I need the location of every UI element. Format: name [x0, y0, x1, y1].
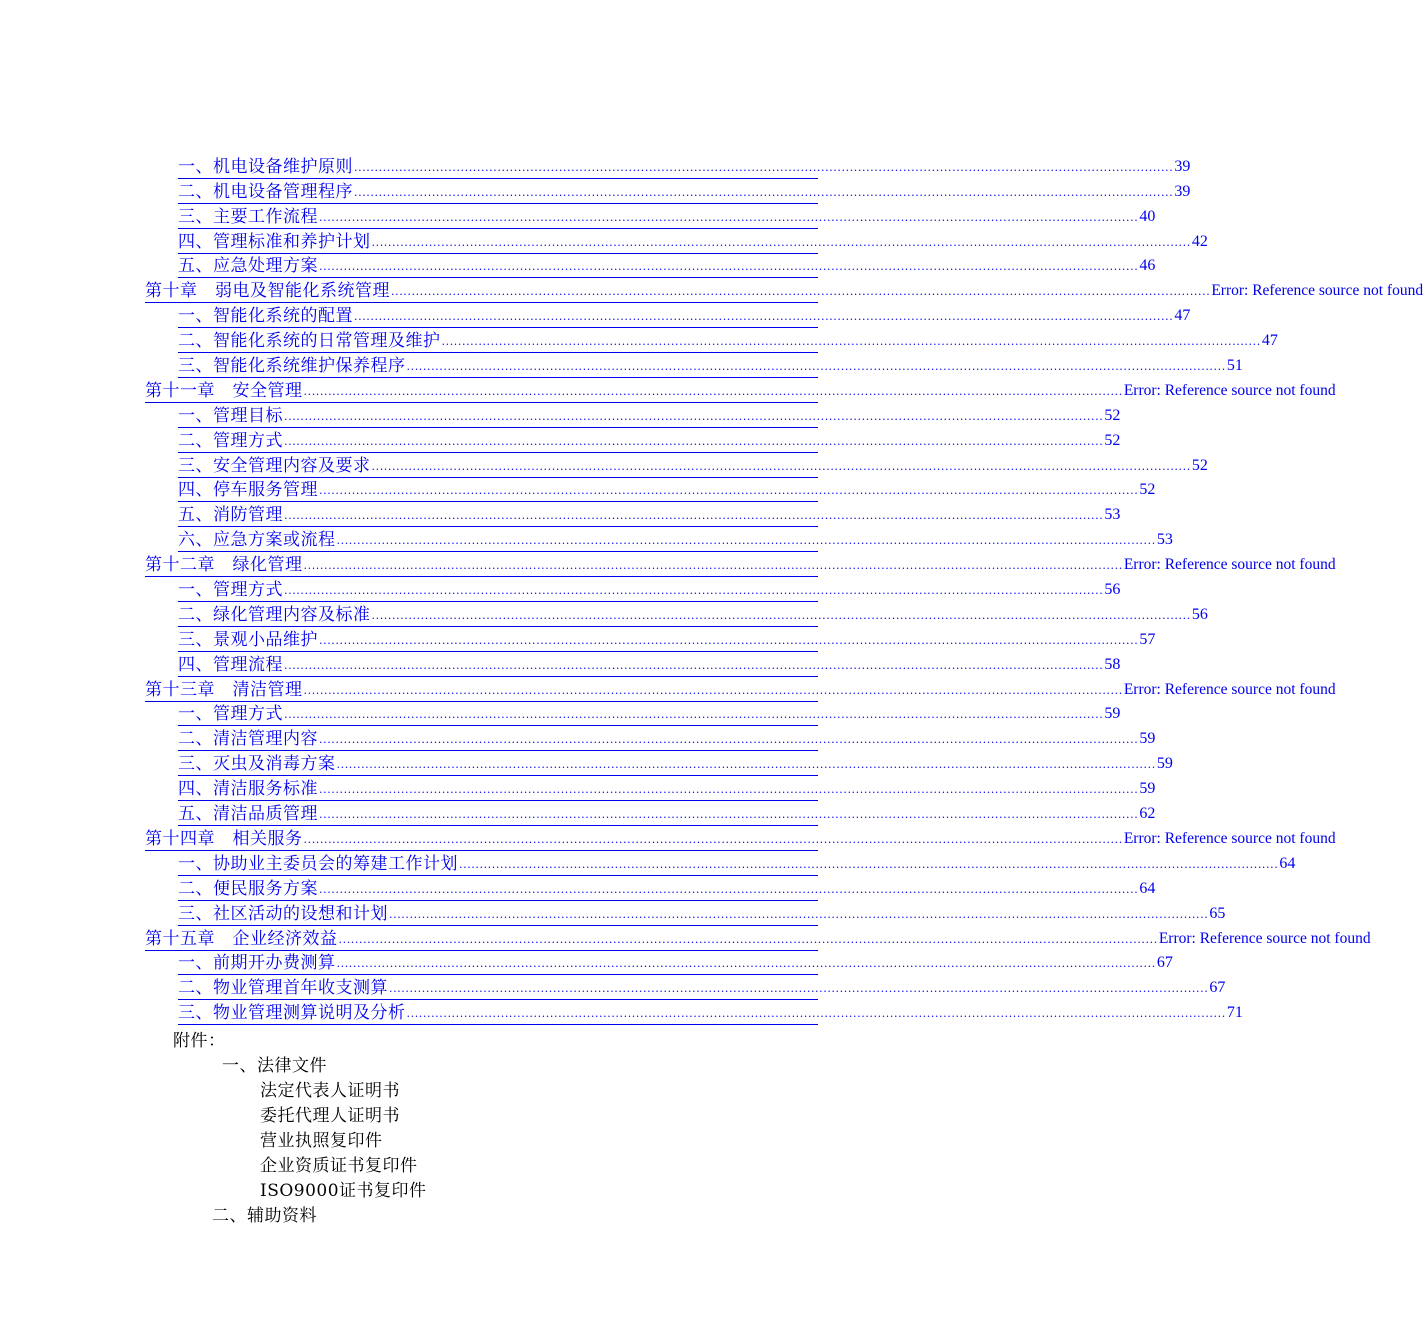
toc-entry: [178, 181, 1191, 204]
toc-chapter-link[interactable]: [0, 926, 1371, 951]
toc-entry: [178, 430, 1121, 453]
toc-dot-leader: ........................................................................................................................................................................................................: [319, 260, 1139, 274]
toc-entry-title: 三、社区活动的设想和计划: [178, 903, 388, 924]
toc-section-link[interactable]: [0, 851, 1296, 876]
toc-section-link[interactable]: [0, 602, 1208, 627]
toc-page-number: 59: [1104, 705, 1121, 723]
toc-page-number: Error: Reference source not found: [1123, 556, 1336, 574]
toc-entry-title: 五、应急处理方案: [178, 256, 318, 277]
toc-page-number: 52: [1104, 406, 1121, 424]
toc-entry-title: 第十四章 相关服务: [145, 828, 303, 849]
toc-entry: [178, 853, 1296, 876]
toc-entry: [145, 380, 1336, 403]
toc-entry: [178, 704, 1121, 726]
toc-page-number: 42: [1191, 232, 1208, 250]
toc-dot-leader: ........................................................................................................................................................................................................: [319, 808, 1139, 822]
toc-entry-title: 五、清洁品质管理: [178, 804, 318, 825]
attachment-item: 营业执照复印件: [260, 1131, 383, 1151]
toc-page-number: 39: [1174, 182, 1191, 200]
toc-entry: [178, 978, 1226, 1000]
toc-chapter-link[interactable]: [0, 378, 1336, 403]
toc-entry-title: 一、管理目标: [178, 405, 283, 426]
attachment-item: 企业资质证书复印件: [260, 1156, 418, 1176]
toc-entry: [178, 356, 1243, 378]
toc-entry: [145, 828, 1336, 851]
toc-page-number: 71: [1226, 1004, 1243, 1022]
toc-entry: [178, 405, 1121, 428]
toc-entry: [178, 878, 1156, 901]
toc-entry-title: 一、机电设备维护原则: [178, 156, 353, 177]
toc-section-link[interactable]: [0, 204, 1156, 229]
toc-dot-leader: ........................................................................................................................................................................................................: [284, 658, 1104, 672]
toc-entry-title: 第十章 弱电及智能化系统管理: [145, 281, 390, 302]
toc-page-number: 52: [1139, 481, 1156, 499]
toc-dot-leader: ........................................................................................................................................................................................................: [303, 559, 1123, 573]
toc-entry: [145, 679, 1336, 702]
toc-dot-leader: ........................................................................................................................................................................................................: [284, 409, 1104, 423]
attachment-group-legal-title: 一、法律文件: [222, 1056, 327, 1076]
toc-entry: [178, 256, 1156, 278]
toc-entry: [178, 804, 1156, 826]
toc-dot-leader: ........................................................................................................................................................................................................: [319, 783, 1139, 797]
toc-entry-title: 第十二章 绿化管理: [145, 555, 303, 576]
toc-entry: [145, 281, 1423, 303]
toc-entry-title: 二、管理方式: [178, 430, 283, 451]
attachment-group-aux-title: 二、辅助资料: [212, 1206, 317, 1226]
toc-entry: [178, 604, 1208, 627]
toc-section-link[interactable]: [0, 951, 1173, 976]
toc-entry-title: 六、应急方案或流程: [178, 530, 336, 551]
toc-dot-leader: ........................................................................................................................................................................................................: [336, 957, 1156, 971]
toc-section-link[interactable]: [0, 403, 1121, 428]
toc-dot-leader: ........................................................................................................................................................................................................: [459, 857, 1279, 871]
toc-entry: [178, 903, 1226, 926]
toc-entry-title: 四、管理标准和养护计划: [178, 231, 371, 252]
toc-entry: [178, 480, 1156, 502]
toc-section-link[interactable]: [0, 527, 1173, 552]
toc-dot-leader: ........................................................................................................................................................................................................: [284, 434, 1104, 448]
toc-page-number: 53: [1156, 531, 1173, 549]
toc-page-number: 52: [1191, 456, 1208, 474]
toc-dot-leader: ........................................................................................................................................................................................................: [389, 907, 1209, 921]
toc-entry-title: 二、绿化管理内容及标准: [178, 604, 371, 625]
toc-entry-title: 一、前期开办费测算: [178, 953, 336, 974]
toc-page-number: 67: [1209, 979, 1226, 997]
toc-entry-title: 五、消防管理: [178, 505, 283, 526]
toc-section-link[interactable]: [0, 876, 1156, 901]
toc-page-number: Error: Reference source not found: [1123, 829, 1336, 847]
toc-entry-title: 一、协助业主委员会的筹建工作计划: [178, 853, 458, 874]
toc-entry: [178, 953, 1173, 975]
toc-chapter-link[interactable]: [0, 677, 1336, 702]
toc-entry-title: 三、智能化系统维护保养程序: [178, 356, 406, 377]
toc-section-link[interactable]: [0, 975, 1226, 1000]
toc-section-link[interactable]: [0, 702, 1121, 727]
toc-page-number: 39: [1174, 157, 1191, 175]
toc-dot-leader: ........................................................................................................................................................................................................: [319, 484, 1139, 498]
toc-chapter-link[interactable]: [0, 278, 1423, 303]
toc-entry: [178, 1003, 1243, 1025]
toc-section-link[interactable]: [0, 502, 1121, 527]
toc-entry-title: 四、停车服务管理: [178, 480, 318, 501]
toc-dot-leader: ........................................................................................................................................................................................................: [371, 608, 1191, 622]
toc-dot-leader: ........................................................................................................................................................................................................: [391, 285, 1211, 299]
toc-page-number: 59: [1139, 730, 1156, 748]
toc-page-number: 51: [1226, 357, 1243, 375]
toc-entry: [178, 754, 1173, 776]
toc-entry-title: 三、安全管理内容及要求: [178, 455, 371, 476]
toc-page-number: 67: [1156, 954, 1173, 972]
toc-entry: [178, 729, 1156, 751]
toc-section-link[interactable]: [0, 652, 1121, 677]
toc-dot-leader: ........................................................................................................................................................................................................: [303, 683, 1123, 697]
toc-page-number: Error: Reference source not found: [1158, 929, 1371, 947]
toc-entry-title: 二、智能化系统的日常管理及维护: [178, 331, 441, 352]
toc-entry: [178, 156, 1191, 179]
attachment-item: ISO9000证书复印件: [260, 1181, 427, 1201]
table-of-contents: [0, 154, 1423, 1025]
toc-entry: [145, 928, 1371, 951]
toc-entry-title: 第十三章 清洁管理: [145, 679, 303, 700]
toc-dot-leader: ........................................................................................................................................................................................................: [371, 459, 1191, 473]
toc-page-number: 59: [1139, 780, 1156, 798]
toc-page-number: 47: [1174, 307, 1191, 325]
toc-entry: [178, 629, 1156, 652]
toc-page-number: 53: [1104, 506, 1121, 524]
toc-section-link[interactable]: [0, 1000, 1243, 1025]
toc-entry-title: 三、物业管理测算说明及分析: [178, 1003, 406, 1024]
toc-section-link[interactable]: [0, 154, 1191, 179]
toc-page-number: 40: [1139, 207, 1156, 225]
toc-page-number: 57: [1139, 630, 1156, 648]
toc-section-link[interactable]: [0, 776, 1156, 801]
toc-page-number: 52: [1104, 431, 1121, 449]
toc-page-number: 56: [1104, 581, 1121, 599]
toc-dot-leader: ........................................................................................................................................................................................................: [303, 384, 1123, 398]
toc-page-number: 46: [1139, 257, 1156, 275]
toc-dot-leader: ........................................................................................................................................................................................................: [319, 633, 1139, 647]
toc-entry-title: 一、管理方式: [178, 580, 283, 601]
toc-page-number: Error: Reference source not found: [1123, 381, 1336, 399]
toc-entry-title: 第十五章 企业经济效益: [145, 928, 338, 949]
toc-section-link[interactable]: [0, 801, 1156, 826]
toc-dot-leader: ........................................................................................................................................................................................................: [389, 982, 1209, 996]
toc-entry: [178, 530, 1173, 552]
toc-entry-title: 三、主要工作流程: [178, 206, 318, 227]
toc-dot-leader: ........................................................................................................................................................................................................: [336, 534, 1156, 548]
toc-dot-leader: ........................................................................................................................................................................................................: [354, 160, 1174, 174]
toc-dot-leader: ........................................................................................................................................................................................................: [336, 758, 1156, 772]
toc-entry: [178, 779, 1156, 801]
toc-section-link[interactable]: [0, 428, 1121, 453]
toc-entry-title: 二、物业管理首年收支测算: [178, 978, 388, 999]
toc-dot-leader: ........................................................................................................................................................................................................: [406, 1007, 1226, 1021]
toc-section-link[interactable]: [0, 751, 1173, 776]
toc-page-number: Error: Reference source not found: [1211, 282, 1423, 300]
toc-page-number: 58: [1104, 655, 1121, 673]
toc-dot-leader: ........................................................................................................................................................................................................: [284, 708, 1104, 722]
toc-entry: [178, 206, 1156, 229]
toc-page-number: 64: [1139, 879, 1156, 897]
toc-entry: [178, 306, 1191, 328]
toc-entry-title: 三、景观小品维护: [178, 629, 318, 650]
toc-page-number: 47: [1261, 332, 1278, 350]
toc-page-number: 65: [1209, 904, 1226, 922]
attachment-item: 委托代理人证明书: [260, 1106, 400, 1126]
toc-section-link[interactable]: [0, 254, 1156, 279]
toc-entry: [178, 580, 1121, 602]
toc-dot-leader: ........................................................................................................................................................................................................: [319, 882, 1139, 896]
toc-dot-leader: ........................................................................................................................................................................................................: [406, 360, 1226, 374]
toc-chapter-link[interactable]: [0, 826, 1336, 851]
toc-page-number: 64: [1279, 854, 1296, 872]
toc-dot-leader: ........................................................................................................................................................................................................: [319, 733, 1139, 747]
toc-section-link[interactable]: [0, 478, 1156, 503]
toc-section-link[interactable]: [0, 229, 1208, 254]
toc-entry: [145, 555, 1336, 577]
toc-entry-title: 四、清洁服务标准: [178, 779, 318, 800]
toc-entry-title: 四、管理流程: [178, 654, 283, 675]
toc-section-link[interactable]: [0, 453, 1208, 478]
toc-entry: [178, 231, 1208, 254]
toc-dot-leader: ........................................................................................................................................................................................................: [338, 932, 1158, 946]
toc-dot-leader: ........................................................................................................................................................................................................: [319, 210, 1139, 224]
toc-entry-title: 第十一章 安全管理: [145, 380, 303, 401]
toc-entry: [178, 505, 1121, 527]
toc-section-link[interactable]: [0, 577, 1121, 602]
toc-section-link[interactable]: [0, 627, 1156, 652]
toc-dot-leader: ........................................................................................................................................................................................................: [354, 310, 1174, 324]
toc-dot-leader: ........................................................................................................................................................................................................: [371, 235, 1191, 249]
toc-entry: [178, 331, 1278, 353]
toc-page-number: 56: [1191, 605, 1208, 623]
toc-entry-title: 一、管理方式: [178, 704, 283, 725]
attachment-item: 法定代表人证明书: [260, 1081, 400, 1101]
toc-dot-leader: ........................................................................................................................................................................................................: [303, 832, 1123, 846]
toc-dot-leader: ........................................................................................................................................................................................................: [284, 584, 1104, 598]
toc-section-link[interactable]: [0, 726, 1156, 751]
toc-page-number: 59: [1156, 755, 1173, 773]
toc-section-link[interactable]: [0, 179, 1191, 204]
toc-entry: [178, 654, 1121, 677]
toc-entry-title: 二、机电设备管理程序: [178, 181, 353, 202]
toc-entry-title: 一、智能化系统的配置: [178, 306, 353, 327]
toc-entry-title: 二、清洁管理内容: [178, 729, 318, 750]
toc-page-number: Error: Reference source not found: [1123, 680, 1336, 698]
toc-section-link[interactable]: [0, 328, 1278, 353]
toc-dot-leader: ........................................................................................................................................................................................................: [354, 185, 1174, 199]
toc-entry: [178, 455, 1208, 478]
attachments-heading: 附件：: [173, 1031, 226, 1051]
toc-entry-title: 二、便民服务方案: [178, 878, 318, 899]
toc-entry-title: 三、灭虫及消毒方案: [178, 754, 336, 775]
toc-page-number: 62: [1139, 805, 1156, 823]
toc-dot-leader: ........................................................................................................................................................................................................: [284, 509, 1104, 523]
toc-section-link[interactable]: [0, 353, 1243, 378]
toc-chapter-link[interactable]: [0, 552, 1336, 577]
toc-dot-leader: ........................................................................................................................................................................................................: [441, 335, 1261, 349]
toc-section-link[interactable]: [0, 303, 1191, 328]
toc-section-link[interactable]: [0, 901, 1226, 926]
